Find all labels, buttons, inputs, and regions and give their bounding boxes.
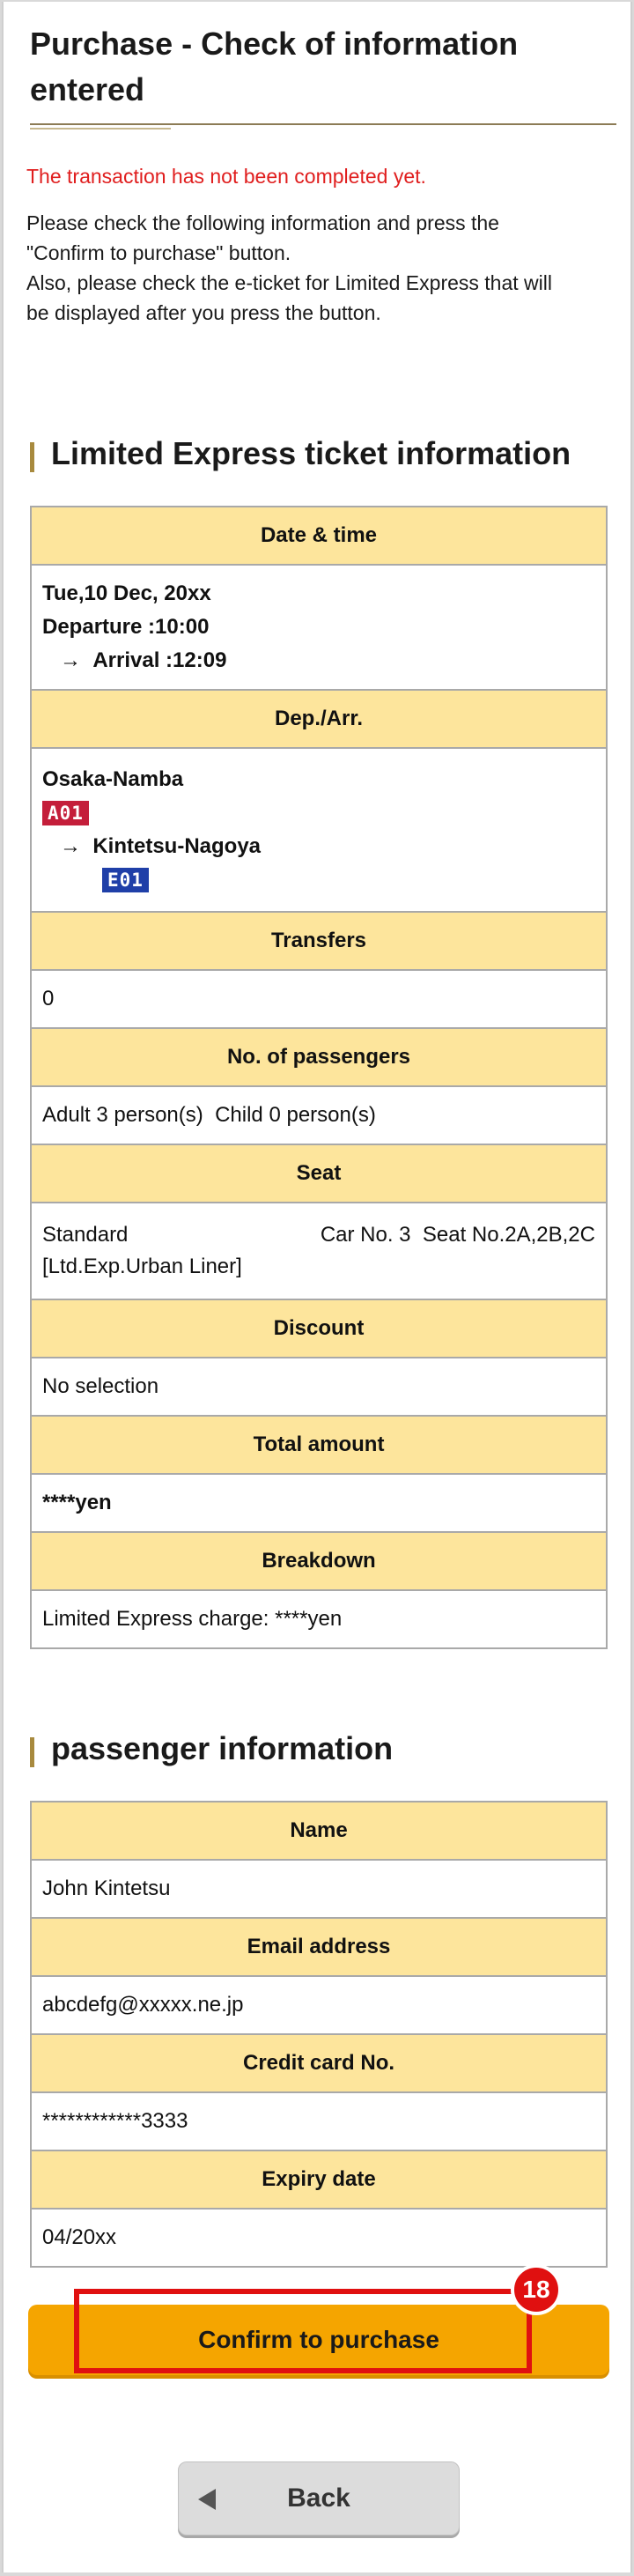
seat-row [42,1219,595,1251]
title-divider-accent [30,128,171,130]
passenger-section-heading [30,1730,393,1767]
intro-line: Also, please check the e-ticket for Limited Express that will [26,271,552,294]
expiry-header: Expiry date [31,2150,607,2209]
intro-line: "Confirm to purchase" button. [26,241,291,264]
dep-arr-header: Dep./Arr. [31,690,607,748]
page-title-line-1: Purchase - Check of information [30,26,519,62]
seat-car: Car No. 3 [320,1223,411,1247]
seat-header: Seat [31,1144,607,1203]
arrival-row [42,644,595,677]
seat-number: Seat No.2A,2B,2C [422,1223,595,1247]
back-button[interactable] [178,2461,460,2535]
total-value: ****yen [31,1474,607,1532]
arrival-value: Arrival :12:09 [92,648,227,672]
name-header: Name [31,1802,607,1860]
seat-class: Standard [42,1223,129,1247]
discount-value: No selection [31,1358,607,1416]
discount-header: Discount [31,1299,607,1358]
transfers-header: Transfers [31,912,607,970]
date-time-cell [31,565,607,690]
dep-arr-cell [31,748,607,912]
confirm-purchase-button[interactable]: Confirm to purchase [28,2305,609,2375]
card-header: Credit card No. [31,2034,607,2092]
back-button-label: Back [287,2483,350,2513]
arrow-right-icon: → [60,648,81,672]
intro-line: be displayed after you press the button. [26,301,381,324]
passengers-header: No. of passengers [31,1028,607,1086]
breakdown-header: Breakdown [31,1532,607,1590]
departure-station: Osaka-Namba [42,767,184,791]
intro-text [26,208,608,328]
highlight-outline [74,2289,532,2373]
step-number-badge: 18 [511,2264,562,2315]
warning-message: The transaction has not been completed yet. [26,165,426,188]
departure-value: Departure :10:00 [42,615,210,639]
date-value: Tue,10 Dec, 20xx [42,581,211,605]
page-title [30,21,602,113]
expiry-value: 04/20xx [31,2209,607,2267]
email-header: Email address [31,1918,607,1976]
passenger-section-title: passenger information [51,1730,394,1766]
passenger-info-table [30,1801,608,2268]
ticket-section-heading [30,435,571,472]
date-time-header: Date & time [31,507,607,565]
seat-location [321,1219,595,1251]
intro-line: Please check the following information and press the [26,211,499,234]
arrival-station: Kintetsu-Nagoya [92,834,262,858]
ticket-info-table [30,506,608,1649]
arrival-station-row [42,830,595,863]
name-value: John Kintetsu [31,1860,607,1918]
title-divider [30,123,616,125]
passengers-value: Adult 3 person(s) Child 0 person(s) [31,1086,607,1144]
heading-bar-icon [30,442,34,472]
email-value: abcdefg@xxxxx.ne.jp [31,1976,607,2034]
heading-bar-icon [30,1737,34,1767]
arrow-right-icon: → [60,834,81,858]
seat-cell [31,1203,607,1299]
card-value: ************3333 [31,2092,607,2150]
breakdown-value: Limited Express charge: ****yen [31,1590,607,1648]
seat-train-name: [Ltd.Exp.Urban Liner] [42,1255,242,1278]
station-code-badge: A01 [42,801,89,825]
total-header: Total amount [31,1416,607,1474]
station-code-badge: E01 [102,868,149,892]
ticket-section-title: Limited Express ticket information [51,435,571,471]
transfers-value: 0 [31,970,607,1028]
page-title-line-2: entered [30,71,145,107]
page-frame [2,2,632,2572]
